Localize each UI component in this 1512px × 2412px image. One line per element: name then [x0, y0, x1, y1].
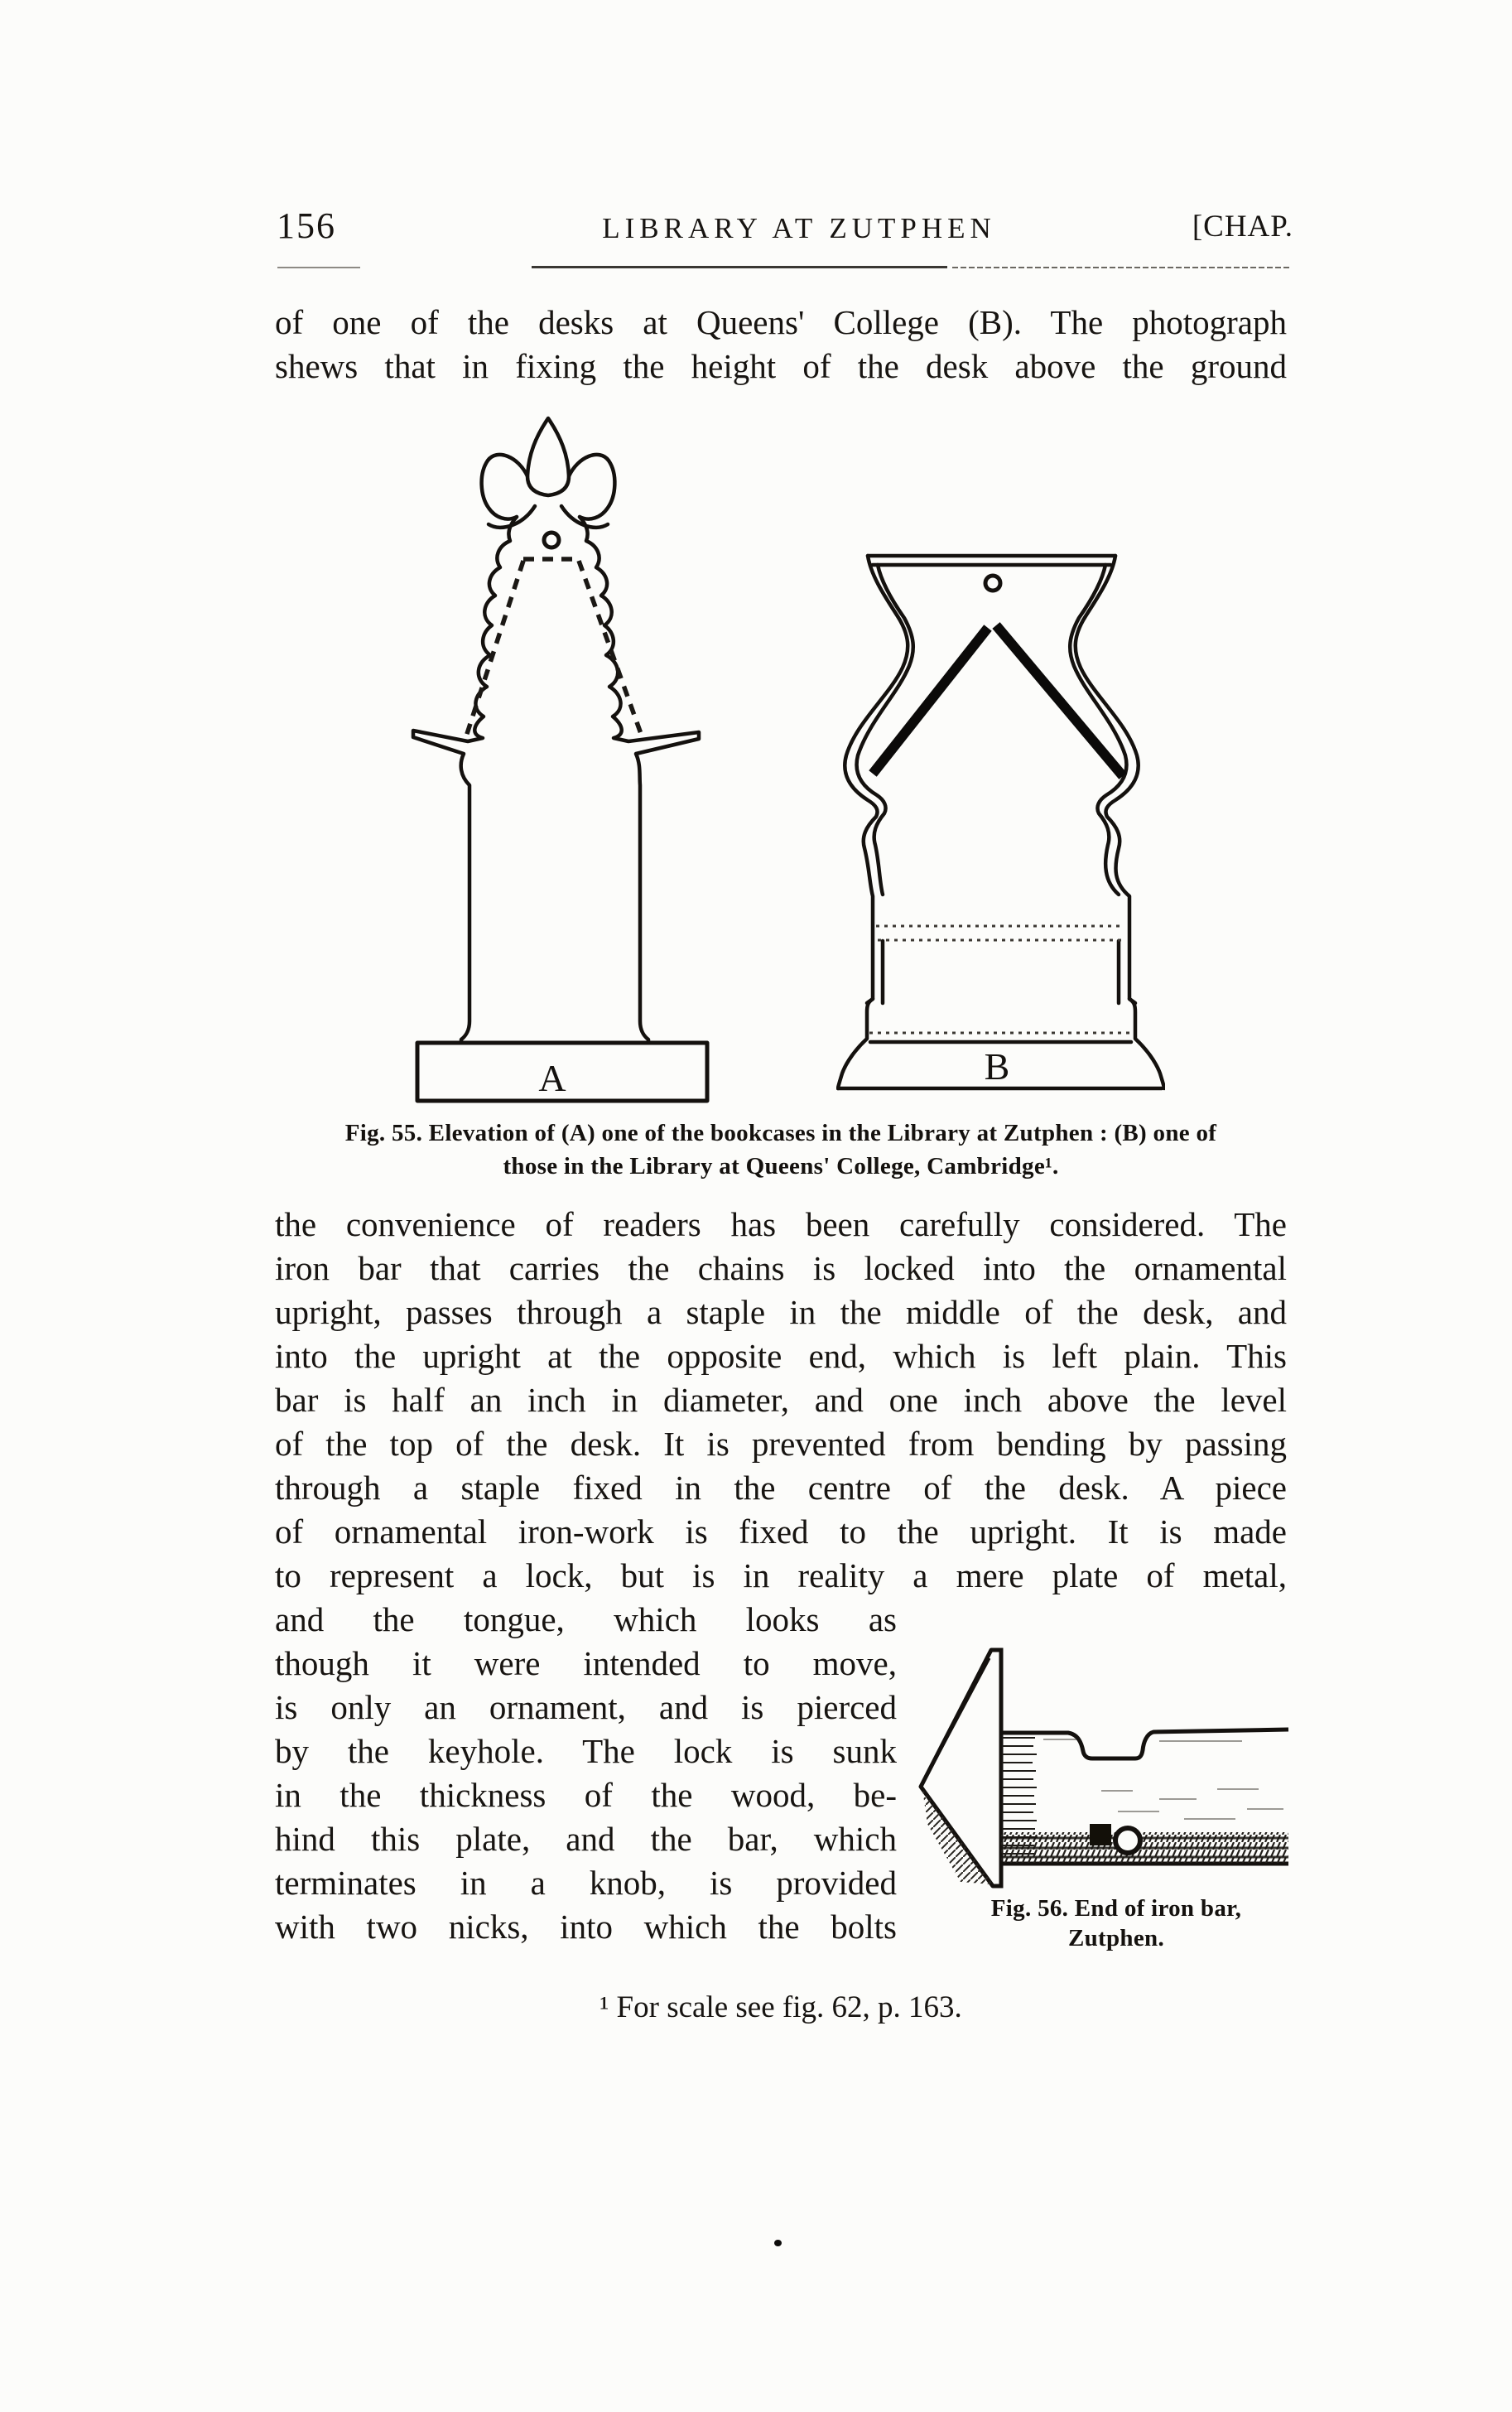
- header-rule-segment: [277, 267, 360, 268]
- body-line: terminates in a knob, is provided: [275, 1864, 897, 1902]
- ink-speck: [774, 2240, 782, 2246]
- figure-56-caption-line1: Fig. 56. End of iron bar,: [990, 1895, 1242, 1922]
- running-title: LIBRARY AT ZUTPHEN: [602, 212, 996, 244]
- body-line: through a staple fixed in the centre of the desk. A piece: [275, 1469, 1287, 1507]
- bookcase-b-drawing: [836, 552, 1165, 1097]
- body-line: iron bar that carries the chains is locked into the ornamental: [275, 1249, 1287, 1287]
- body-line: though it were intended to move,: [275, 1644, 897, 1682]
- bookcase-a-label: A: [538, 1057, 566, 1099]
- chapter-mark: [CHAP.: [1192, 210, 1293, 244]
- body-line: into the upright at the opposite end, which is left plain. This: [275, 1337, 1287, 1375]
- iron-bar-drawing: [911, 1633, 1292, 1915]
- body-line: with two nicks, into which the bolts: [275, 1908, 897, 1946]
- body-line: is only an ornament, and is pierced: [275, 1688, 897, 1726]
- bookcase-b-label: B: [984, 1045, 1010, 1088]
- body-line: of the top of the desk. It is prevented from bending by passing: [275, 1425, 1287, 1463]
- figure-56-caption-line2: Zutphen.: [1067, 1925, 1165, 1951]
- page-number: 156: [277, 205, 336, 246]
- body-line: upright, passes through a staple in the middle of the desk, and: [275, 1293, 1287, 1331]
- body-line: the convenience of readers has been carefully considered. The: [275, 1205, 1287, 1243]
- intro-line: shews that in fixing the height of the desk above the ground: [275, 347, 1287, 385]
- body-line: and the tongue, which looks as: [275, 1600, 897, 1638]
- body-line: hind this plate, and the bar, which: [275, 1820, 897, 1858]
- intro-line: of one of the desks at Queens' College (B). The photograph: [275, 303, 1287, 341]
- body-line: of ornamental iron-work is fixed to the upright. It is made: [275, 1512, 1287, 1551]
- figure-55-caption-line1: Fig. 55. Elevation of (A) one of the bookcases in the Library at Zutphen : (B) one of: [344, 1120, 1217, 1146]
- header-rule-segment: [532, 266, 947, 268]
- body-line: bar is half an inch in diameter, and one inch above the level: [275, 1381, 1287, 1419]
- header-rule-segment: [952, 267, 1292, 268]
- body-line: in the thickness of the wood, be-: [275, 1776, 897, 1814]
- body-line: by the keyhole. The lock is sunk: [275, 1732, 897, 1770]
- footnote: ¹ For scale see fig. 62, p. 163.: [600, 1990, 962, 2024]
- body-line: to represent a lock, but is in reality a mere plate of metal,: [275, 1556, 1287, 1594]
- figure-55-caption-line2: those in the Library at Queens' College, Cambridge¹.: [503, 1153, 1059, 1179]
- bookcase-a-drawing: [406, 408, 714, 1108]
